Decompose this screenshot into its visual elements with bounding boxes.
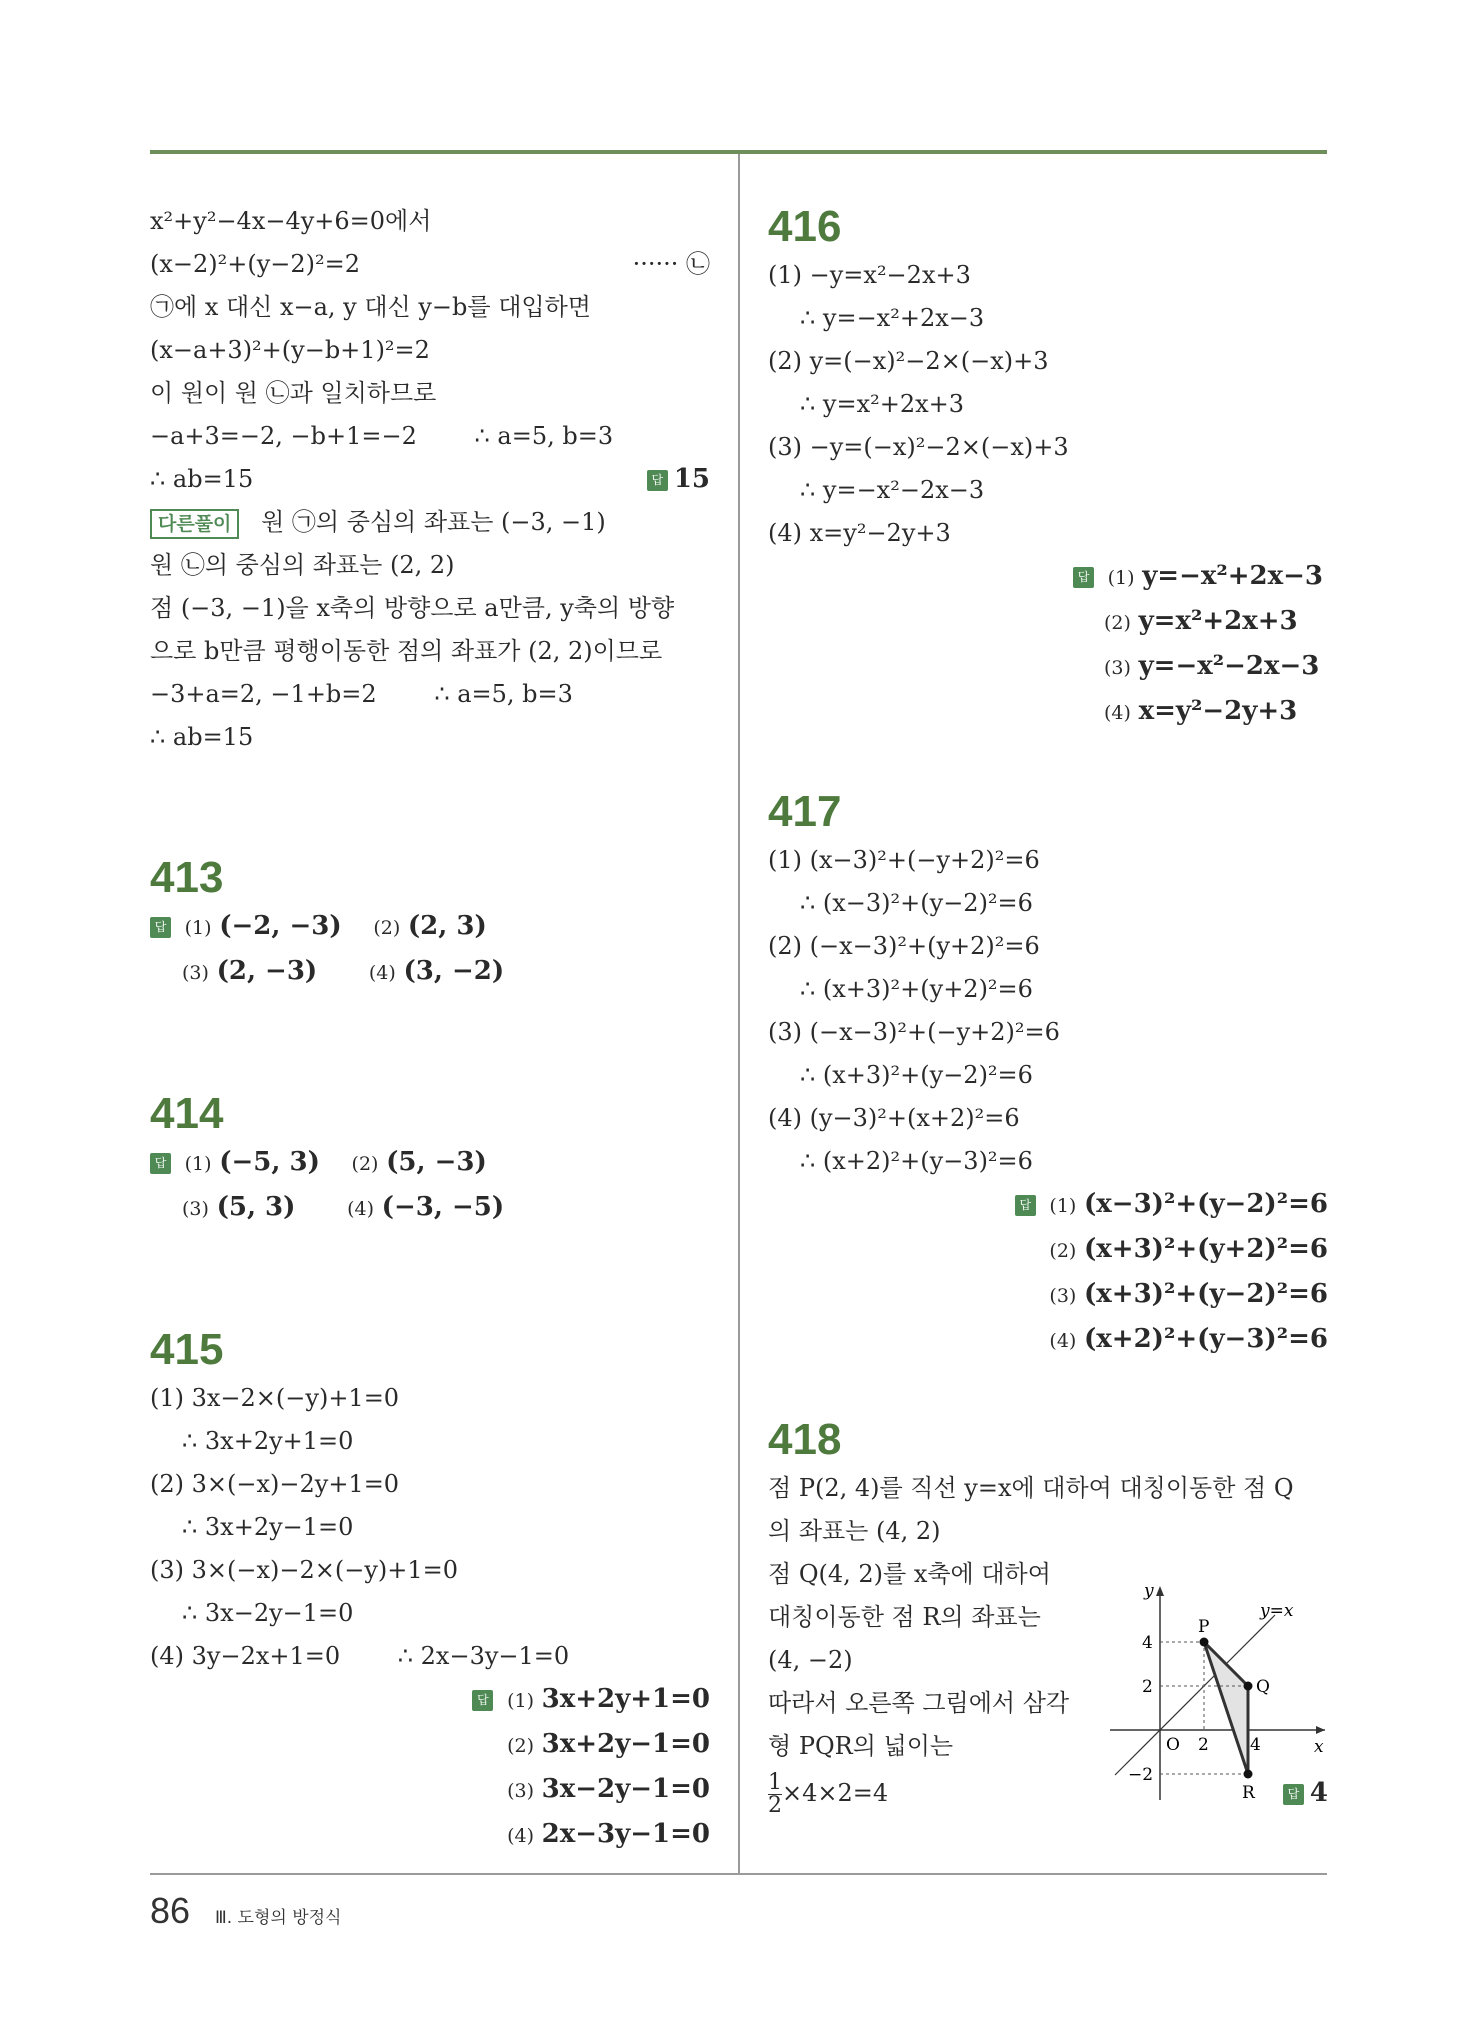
text-line [150,415,710,458]
text-line: 으로 b만큼 평행이동한 점의 좌표가 (2, 2)이므로 [150,637,663,665]
answer-row [150,1141,710,1186]
result: ∴ a=5, b=3 [434,680,573,708]
text-line: 점 Q(4, 2)를 x축에 대하여 [768,1560,1051,1588]
tick-y4: 4 [1142,1633,1153,1653]
answer-value: (−5, 3) [219,1147,320,1177]
text-line: (2) (−x−3)²+(y+2)²=6 [768,932,1040,960]
answer-badge: 답 [1015,1195,1036,1216]
problem-number-416: 416 [768,202,842,251]
text-line: x²+y²−4x−4y+6=0에서 [150,207,432,235]
label-p: P [1198,1617,1210,1637]
answer-row [150,905,710,950]
answer-row [150,1186,710,1231]
point-r [1244,1770,1253,1779]
text-line: ∴ (x+3)²+(y−2)²=6 [800,1061,1033,1089]
text-line: ∴ 3x+2y−1=0 [182,1513,354,1541]
item-label: (4) [368,962,396,984]
page-number: 86 [150,1890,191,1931]
text-line: ∴ (x+2)²+(y−3)²=6 [800,1147,1033,1175]
fraction [768,1772,782,1817]
marker: ······ ㉡ [632,250,710,278]
problem-number-418: 418 [768,1415,842,1464]
answer-row [150,1768,710,1813]
item-label: (2) [1049,1240,1077,1262]
text-line: −a+3=−2, −b+1=−2 [150,422,417,450]
text-line: ∴ 3x+2y+1=0 [182,1427,354,1455]
answer-value: (5, 3) [216,1192,296,1222]
item-label: (3) [1049,1285,1077,1307]
problem-number-417: 417 [768,787,842,836]
text-line: (3) −y=(−x)²−2×(−x)+3 [768,433,1069,461]
answer [647,458,710,501]
text-line: (4) x=y²−2y+3 [768,519,951,547]
label-q: Q [1256,1677,1270,1697]
answer-value: (x+2)²+(y−3)²=6 [1083,1324,1328,1354]
answer-value: (−2, −3) [219,911,342,941]
answer-value: y=−x²+2x−3 [1142,561,1324,591]
frac-denominator: 2 [768,1793,782,1818]
result: ∴ 2x−3y−1=0 [397,1642,570,1670]
answer-badge: 답 [647,470,668,491]
answer-badge: 답 [150,1153,171,1174]
answer-row [768,1318,1328,1363]
point-q [1244,1682,1253,1691]
answer-row [768,1183,1328,1228]
coordinate-figure [1100,1580,1330,1810]
item-label: (3) [182,962,209,984]
area-expression [768,1768,888,1818]
right-column [768,200,1328,1818]
text-line: (2) 3×(−x)−2y+1=0 [150,1470,400,1498]
item-label: (2) [507,1735,535,1757]
text-line: 대칭이동한 점 R의 좌표는 [768,1603,1041,1631]
item-label: (3) [182,1198,209,1220]
answer-value: x=y²−2y+3 [1138,696,1298,726]
text-line: ∴ ab=15 [150,723,254,751]
answer-value: 3x+2y+1=0 [541,1684,710,1714]
item-label: (2) [351,1153,379,1175]
alt-solution-tag: 다른풀이 [150,509,239,539]
tick-ym2: −2 [1128,1765,1154,1785]
answer-row [150,950,710,995]
text-line: (4) 3y−2x+1=0 [150,1642,341,1670]
text-line: 원 ㉠의 중심의 좌표는 (−3, −1) [261,508,606,536]
x-axis-label: x [1314,1737,1324,1757]
answer-row [768,600,1328,645]
item-label: (2) [373,917,401,939]
item-label: (3) [1104,657,1131,679]
answer-value: y=x²+2x+3 [1138,606,1298,636]
answer-badge: 답 [1283,1784,1304,1805]
text-line: (1) (x−3)²+(−y+2)²=6 [768,846,1040,874]
answer-value: (−3, −5) [381,1192,505,1222]
text-line: (3) (−x−3)²+(−y+2)²=6 [768,1018,1060,1046]
text-line: (2) y=(−x)²−2×(−x)+3 [768,347,1049,375]
answer-row [150,1723,710,1768]
answer-value: (x−3)²+(y−2)²=6 [1083,1189,1328,1219]
answer-value: 15 [673,464,710,494]
answer-value: (2, −3) [216,956,318,986]
chapter-title: Ⅲ. 도형의 방정식 [215,1908,342,1928]
text-line [150,458,710,501]
item-label: (4) [347,1198,375,1220]
item-label: (1) [184,917,212,939]
text-line: ∴ y=−x²−2x−3 [800,476,985,504]
answer-value: (5, −3) [386,1147,487,1177]
origin-label: O [1166,1735,1180,1755]
text-line: (3) 3×(−x)−2×(−y)+1=0 [150,1556,459,1584]
item-label: (4) [507,1825,535,1847]
y-axis-arrow [1156,1586,1164,1596]
answer-badge: 답 [1073,567,1094,588]
text-line: 형 PQR의 넓이는 [768,1732,954,1760]
answer-value: 4 [1309,1778,1328,1808]
tick-y2: 2 [1142,1677,1153,1697]
answer-value: (2, 3) [407,911,487,941]
text-line [150,673,710,716]
text-line: 의 좌표는 (4, 2) [768,1517,941,1545]
text-line: 따라서 오른쪽 그림에서 삼각 [768,1689,1070,1717]
answer-row [768,555,1328,600]
item-label: (1) [507,1690,535,1712]
alt-solution-line [150,501,710,544]
answer-value: 3x−2y−1=0 [541,1774,710,1804]
text-line: ∴ 3x−2y−1=0 [182,1599,354,1627]
text-line: 원 ㉡의 중심의 좌표는 (2, 2) [150,551,455,579]
item-label: (4) [1049,1330,1077,1352]
bottom-rule [150,1873,1327,1875]
problem-number-414: 414 [150,1089,224,1138]
text-line: 이 원이 원 ㉡과 일치하므로 [150,379,437,407]
result: ∴ a=5, b=3 [474,422,614,450]
answer-value: 3x+2y−1=0 [541,1729,710,1759]
answer-row [768,645,1328,690]
x-axis-arrow [1316,1726,1325,1734]
item-label: (1) [184,1153,212,1175]
triangle-pqr [1204,1642,1248,1774]
answer-value: (x+3)²+(y−2)²=6 [1083,1279,1328,1309]
text-line: 점 (−3, −1)을 x축의 방향으로 a만큼, y축의 방향 [150,594,675,622]
label-r: R [1242,1783,1255,1803]
text-line: ∴ (x+3)²+(y+2)²=6 [800,975,1033,1003]
column-divider [738,154,740,1874]
answer-value: (x+3)²+(y+2)²=6 [1083,1234,1328,1264]
frac-numerator: 1 [768,1770,782,1795]
text-line: (x−2)²+(y−2)²=2 [150,250,361,278]
answer-row [768,690,1328,735]
answer-row [150,1813,710,1858]
text-line: 점 P(2, 4)를 직선 y=x에 대하여 대칭이동한 점 Q [768,1474,1294,1502]
answer-badge: 답 [472,1690,493,1711]
item-label: (2) [1104,612,1131,634]
answer-row [768,1273,1328,1318]
item-label: (4) [1104,702,1131,724]
text-line: ∴ y=−x²+2x−3 [800,304,985,332]
tick-x4: 4 [1250,1735,1261,1755]
text-line: (4, −2) [768,1646,853,1674]
item-label: (1) [1049,1195,1077,1217]
answer-row [768,1228,1328,1273]
text-line: (1) 3x−2×(−y)+1=0 [150,1384,400,1412]
point-p [1200,1638,1209,1647]
text-line: (x−a+3)²+(y−b+1)²=2 [150,336,430,364]
area-expr: ×4×2=4 [782,1779,889,1807]
item-label: (3) [507,1780,535,1802]
y-axis-label: y [1144,1581,1154,1601]
answer-value: 2x−3y−1=0 [541,1819,710,1849]
text-line [150,243,710,286]
answer-value: (3, −2) [403,956,505,986]
text-line: ㉠에 x 대신 x−a, y 대신 y−b를 대입하면 [150,293,591,321]
text-line: ∴ y=x²+2x+3 [800,390,965,418]
text-line: −3+a=2, −1+b=2 [150,680,377,708]
text-line: (1) −y=x²−2x+3 [768,261,971,289]
text-line: ∴ (x−3)²+(y−2)²=6 [800,889,1033,917]
problem-number-413: 413 [150,853,224,902]
problem-number-415: 415 [150,1325,224,1374]
text-line [150,1635,710,1678]
line-label: y=x [1260,1601,1294,1621]
answer-row [150,1678,710,1723]
text-line: (4) (y−3)²+(x+2)²=6 [768,1104,1020,1132]
answer-badge: 답 [150,917,171,938]
text-line: ∴ ab=15 [150,465,254,493]
tick-x2: 2 [1198,1735,1209,1755]
left-column [150,200,710,1858]
item-label: (1) [1107,567,1135,589]
answer-value: y=−x²−2x−3 [1138,651,1320,681]
